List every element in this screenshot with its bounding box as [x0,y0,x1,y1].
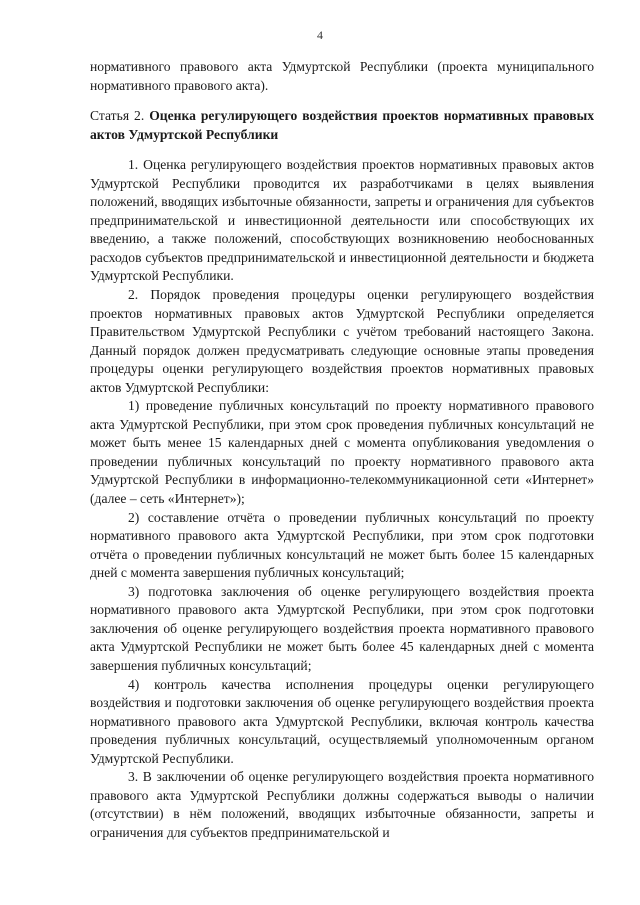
article-title: Оценка регулирующего воздействия проектов нормативных правовых актов Удмуртской Республики [90,108,595,142]
list-item-4: 4) контроль качества исполнения процедуры оценки регулирующего воздействия и подготовки заключения об оценке регулирующего воздействия проекта нормативного правового акта Удмуртской Республики, включая контроль качества проведения публичных консультаций, осуществляемый уполномоченным органом Удмуртской Республики. [90,676,594,766]
paragraph-2: 2. Порядок проведения процедуры оценки регулирующего воздействия проектов нормативных правовых актов Удмуртской Республики определяется Правительством Удмуртской Республики с учётом требований настоящего Закона. Данный порядок должен предусматривать следующие основные этапы проведения процедуры оценки регулирующего воздействия проектов нормативных правовых актов Удмуртской Республики: [90,287,594,395]
list-item-2: 2) составление отчёта о проведении публичных консультаций по проекту нормативного правового акта Удмуртской Республики, при этом срок подготовки отчёта о проведении публичных консультаций не может быть более 15 календарных дней с момента завершения публичных консультаций; [90,509,594,581]
paragraph-3: 3. В заключении об оценке регулирующего воздействия проекта нормативного правового акта Удмуртской Республики должны содержаться выводы о наличии (отсутствии) в нём положений, вводящих избыточные обязанности, запреты и ограничения для субъектов предпринимательской и [90,769,594,840]
article-heading [90,107,594,144]
list-item-1: 1) проведение публичных консультаций по проекту нормативного правового акта Удмуртской Республики, при этом срок проведения публичных консультаций не может быть менее 15 календарных дней с момента опубликования уведомления о проведении публичных консультаций по проекту нормативного правового акта Удмуртской Республики в информационно-телекоммуникационной сети «Интернет» (далее – сеть «Интернет»); [90,398,594,507]
article-label: Статья 2. [90,108,145,124]
page-number: 4 [317,28,323,42]
paragraph-continuation: нормативного правового акта Удмуртской Республики (проекта муниципального нормативного правового акта). [90,59,594,93]
paragraph-1: 1. Оценка регулирующего воздействия проектов нормативных правовых актов Удмуртской Республики проводится их разработчиками в целях выявления положений, вводящих избыточные обязанности, запреты и ограничения для субъектов предпринимательской и инвестиционной деятельности или способствующих их введению, а также положений, способствующих возникновению необоснованных расходов субъектов предпринимательской и инвестиционной деятельности и бюджета Удмуртской Республики. [90,157,594,284]
list-item-3: 3) подготовка заключения об оценке регулирующего воздействия проекта нормативного правового акта Удмуртской Республики, при этом срок подготовки заключения об оценке регулирующего воздействия проекта нормативного правового акта Удмуртской Республики не может быть более 45 календарных дней с момента завершения публичных консультаций; [90,583,594,673]
document-body [90,58,594,842]
